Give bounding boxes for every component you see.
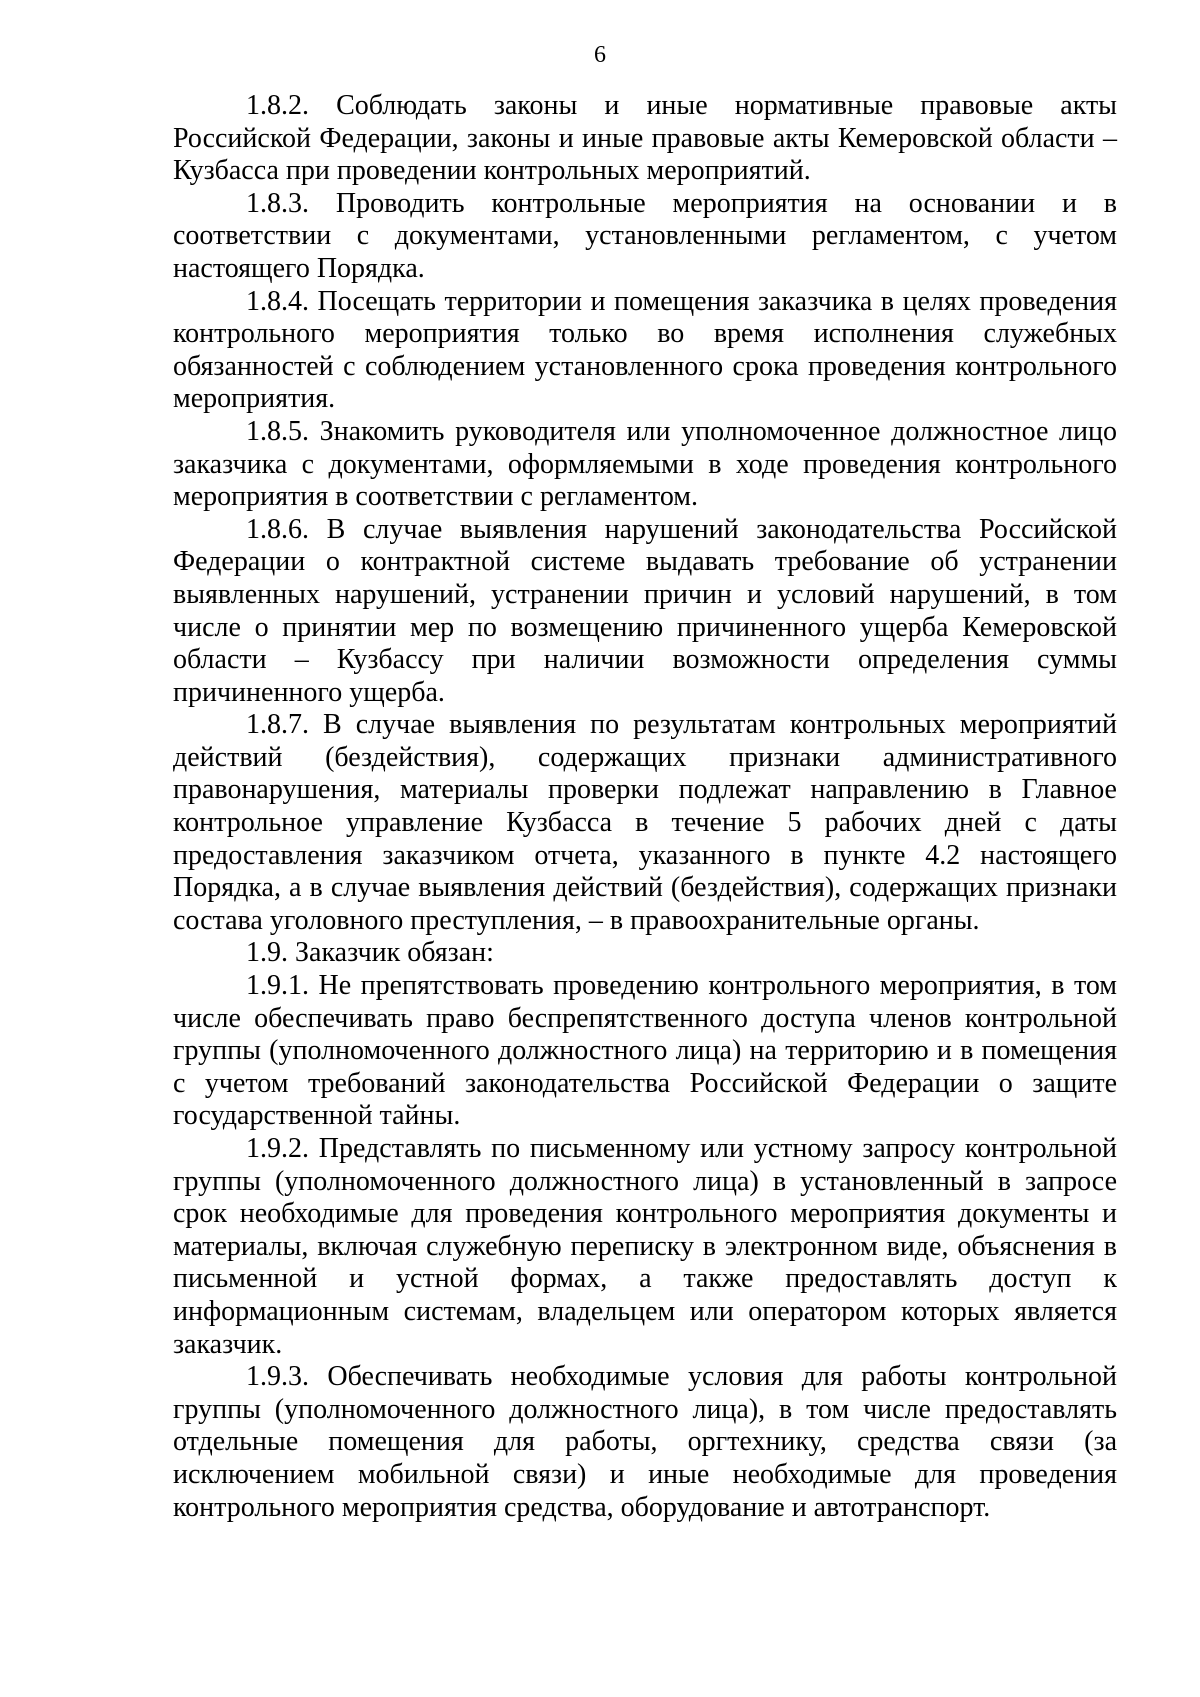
paragraph-1-8-3: 1.8.3. Проводить контрольные мероприятия на основании и в соответствии с документами, установленными регламентом, с учетом настоящего Порядка. bbox=[173, 187, 1117, 284]
paragraph-1-8-5: 1.8.5. Знакомить руководителя или уполномоченное должностное лицо заказчика с документами, оформляемыми в ходе проведения контрольного мероприятия в соответствии с регламентом. bbox=[173, 415, 1117, 513]
document-body bbox=[173, 90, 1117, 1524]
paragraph-1-8-4: 1.8.4. Посещать территории и помещения заказчика в целях проведения контрольного мероприятия только во время исполнения служебных обязанностей с соблюдением установленного срока проведения контрольного мероприятия. bbox=[173, 285, 1117, 415]
paragraph-1-9-2: 1.9.2. Представлять по письменному или устному запросу контрольной группы (уполномоченного должностного лица) в установленный в запросе срок необходимые для проведения контрольного мероприятия документы и материалы, включая служебную переписку в электронном виде, объяснения в письменной и устной формах, а также предоставлять доступ к информационным системам, владельцем или оператором которых является заказчик. bbox=[173, 1133, 1117, 1360]
page-number: 6 bbox=[594, 42, 606, 68]
paragraph-1-8-6: 1.8.6. В случае выявления нарушений законодательства Российской Федерации о контрактной системе выдавать требование об устранении выявленных нарушений, устранении причин и условий нарушений, в том числе о принятии мер по возмещению причиненного ущерба Кемеровской области – Кузбассу при наличии возможности определения суммы причиненного ущерба. bbox=[173, 513, 1117, 708]
paragraph-1-9-3: 1.9.3. Обеспечивать необходимые условия для работы контрольной группы (уполномоченного должностного лица), в том числе предоставлять отдельные помещения для работы, оргтехнику, средства связи (за исключением мобильной связи) и иные необходимые для проведения контрольного мероприятия средства, оборудование и автотранспорт. bbox=[173, 1361, 1117, 1523]
paragraph-1-9-1: 1.9.1. Не препятствовать проведению контрольного мероприятия, в том числе обеспечивать право беспрепятственного доступа членов контрольной группы (уполномоченного должностного лица) на территорию и в помещения с учетом требований законодательства Российской Федерации о защите государственной тайны. bbox=[173, 970, 1117, 1132]
paragraph-1-9: 1.9. Заказчик обязан: bbox=[246, 937, 494, 969]
paragraph-1-8-2: 1.8.2. Соблюдать законы и иные нормативные правовые акты Российской Федерации, законы и иные правовые акты Кемеровской области – Кузбасса при проведении контрольных мероприятий. bbox=[173, 90, 1117, 187]
paragraph-1-8-7: 1.8.7. В случае выявления по результатам контрольных мероприятий действий (бездействия), содержащих признаки административного правонарушения, материалы проверки подлежат направлению в Главное контрольное управление Кузбасса в течение 5 рабочих дней с даты предоставления заказчиком отчета, указанного в пункте 4.2 настоящего Порядка, а в случае выявления действий (бездействия), содержащих признаки состава уголовного преступления, – в правоохранительные органы. bbox=[173, 709, 1117, 936]
